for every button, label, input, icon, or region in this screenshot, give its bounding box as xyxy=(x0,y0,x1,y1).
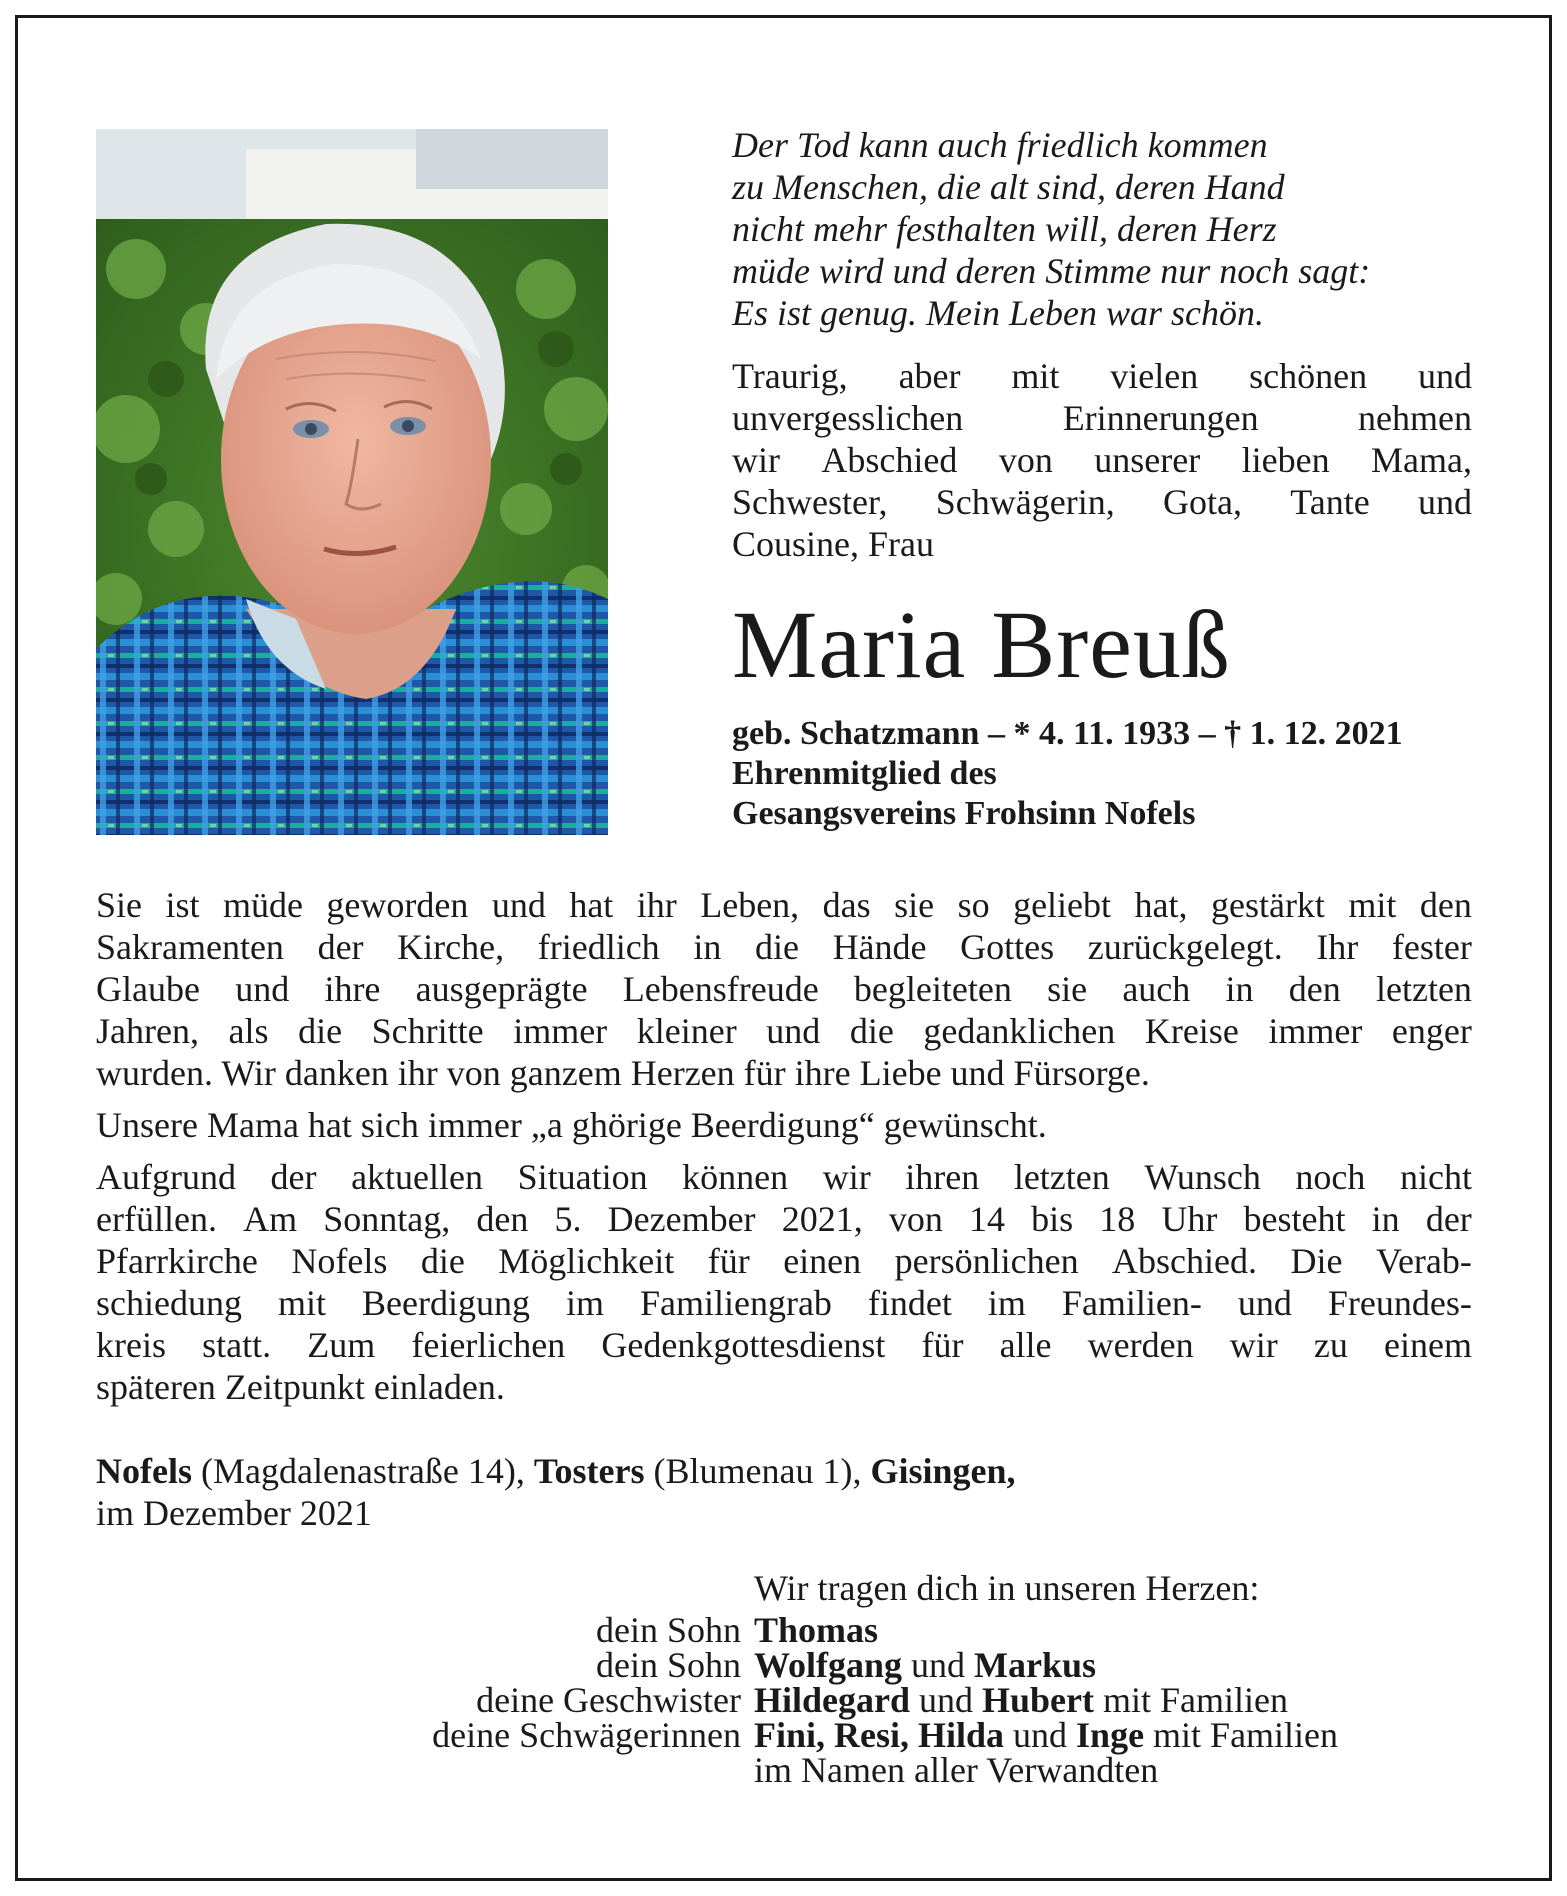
word: 18 xyxy=(1099,1199,1136,1239)
word: 5. xyxy=(554,1199,582,1239)
word: in xyxy=(1371,1199,1400,1239)
word: unserer xyxy=(1094,440,1201,480)
word: Traurig, xyxy=(732,356,848,396)
paragraph-3 xyxy=(96,1156,1472,1408)
body-line xyxy=(96,1010,1472,1052)
body-line xyxy=(96,1156,1472,1198)
word: Familien- xyxy=(1061,1283,1202,1323)
word: zurückgelegt. xyxy=(1087,927,1283,967)
poem-line: zu Menschen, die alt sind, deren Hand xyxy=(732,167,1285,207)
body-line xyxy=(96,1324,1472,1366)
word: als xyxy=(228,1011,269,1051)
word: immer xyxy=(1268,1011,1363,1051)
word: persönlichen xyxy=(894,1241,1079,1281)
word: Gota, xyxy=(1163,482,1242,522)
word: hat, xyxy=(1134,885,1188,925)
word: wir xyxy=(1229,1325,1278,1365)
word: vielen xyxy=(1110,356,1199,396)
body-text xyxy=(96,884,1472,1418)
word: den xyxy=(476,1199,529,1239)
word: letzten xyxy=(1375,969,1472,1009)
intro-text xyxy=(732,355,1472,565)
word: Kirche, xyxy=(397,927,505,967)
mourner-relation: dein Sohn xyxy=(595,1610,741,1650)
body-line xyxy=(96,884,1472,926)
address: (Blumenau 1), xyxy=(644,1451,871,1491)
word: friedlich xyxy=(537,927,660,967)
word: und xyxy=(1417,482,1472,522)
honor-line: Ehrenmitglied des xyxy=(732,755,997,792)
mourner-relation: deine Geschwister xyxy=(476,1680,741,1720)
paragraph-2 xyxy=(96,1104,1472,1146)
word: noch xyxy=(1295,1157,1366,1197)
word: Nofels xyxy=(291,1241,388,1281)
word: Situation xyxy=(517,1157,648,1197)
intro-line: Cousine, Frau xyxy=(732,524,934,564)
mourner-relation: dein Sohn xyxy=(595,1645,741,1685)
word: Gedenkgottesdienst xyxy=(601,1325,886,1365)
body-line: wurden. Wir danken ihr von ganzem Herzen für ihre Liebe und Fürsorge. xyxy=(96,1053,1150,1093)
word: gedanklichen xyxy=(923,1011,1116,1051)
word: ihren xyxy=(905,1157,980,1197)
word: Zum xyxy=(307,1325,376,1365)
word: Aufgrund xyxy=(96,1157,236,1197)
word: Schritte xyxy=(371,1011,484,1051)
word: und xyxy=(235,969,290,1009)
word: die xyxy=(420,1241,465,1281)
word: schiedung xyxy=(96,1283,242,1323)
word: Sakramenten xyxy=(96,927,284,967)
word: einem xyxy=(1383,1325,1472,1365)
word: der xyxy=(317,927,364,967)
poem-line: nicht mehr festhalten will, deren Herz xyxy=(732,209,1277,249)
word: nicht xyxy=(1399,1157,1472,1197)
word: aktuellen xyxy=(351,1157,484,1197)
word: für xyxy=(921,1325,964,1365)
word: Sie xyxy=(96,885,143,925)
word: schönen xyxy=(1249,356,1368,396)
mourner-row xyxy=(0,1749,1567,1791)
word: ihre xyxy=(324,969,381,1009)
word: letzten xyxy=(1013,1157,1110,1197)
word: müde xyxy=(222,885,303,925)
word: Uhr xyxy=(1161,1199,1218,1239)
mourner-names xyxy=(754,1749,1158,1791)
paragraph-1 xyxy=(96,884,1472,1094)
town: Gisingen, xyxy=(870,1451,1016,1491)
word: Verab- xyxy=(1375,1241,1472,1281)
word: Wunsch xyxy=(1144,1157,1261,1197)
word: Freundes- xyxy=(1327,1283,1472,1323)
word: werden xyxy=(1087,1325,1194,1365)
word: auch xyxy=(1122,969,1191,1009)
poem-line: Der Tod kann auch friedlich kommen xyxy=(732,125,1268,165)
word: unvergesslichen xyxy=(732,398,964,438)
mourner-name: Fini, Resi, Hilda xyxy=(754,1715,1005,1755)
place-and-date xyxy=(96,1450,1472,1534)
address: (Magdalenastraße 14), xyxy=(191,1451,534,1491)
mourner-connector: mit Familien xyxy=(1144,1715,1339,1755)
intro-line xyxy=(732,397,1472,439)
word: wir xyxy=(822,1157,871,1197)
honor-line: Gesangsvereins Frohsinn Nofels xyxy=(732,795,1196,832)
word: Kreise xyxy=(1144,1011,1239,1051)
word: sie xyxy=(894,885,935,925)
word: ist xyxy=(165,885,200,925)
word: von xyxy=(888,1199,943,1239)
word: nehmen xyxy=(1358,398,1472,438)
body-line: späteren Zeitpunkt einladen. xyxy=(96,1367,505,1407)
word: Am xyxy=(243,1199,298,1239)
body-line xyxy=(96,968,1472,1010)
word: Leben, xyxy=(700,885,800,925)
word: der xyxy=(1425,1199,1472,1239)
word: ausgeprägte xyxy=(415,969,588,1009)
word: hat xyxy=(569,885,614,925)
body-line xyxy=(96,1282,1472,1324)
word: Lebensfreude xyxy=(622,969,819,1009)
word: kreis xyxy=(96,1325,166,1365)
word: 2021, xyxy=(781,1199,863,1239)
word: mit xyxy=(277,1283,326,1323)
word: einen xyxy=(783,1241,862,1281)
intro-line xyxy=(732,481,1472,523)
mourner-connector: mit Familien xyxy=(1094,1680,1289,1720)
birth-death-dates: geb. Schatzmann – * 4. 11. 1933 – † 1. 12. 2021 xyxy=(732,715,1403,752)
mourner-connector: und xyxy=(902,1645,975,1685)
word: Familiengrab xyxy=(639,1283,832,1323)
word: Pfarrkirche xyxy=(96,1241,258,1281)
mourner-name: Hubert xyxy=(982,1680,1095,1720)
word: alle xyxy=(999,1325,1052,1365)
word: im xyxy=(987,1283,1026,1323)
word: Dezember xyxy=(607,1199,756,1239)
word: sie xyxy=(1047,969,1088,1009)
word: lieben xyxy=(1241,440,1330,480)
mourner-connector: und xyxy=(910,1680,983,1720)
word: Abschied. xyxy=(1112,1241,1258,1281)
intro-line xyxy=(732,355,1472,397)
word: in xyxy=(1225,969,1254,1009)
word: Tante xyxy=(1290,482,1370,522)
word: Gottes xyxy=(960,927,1055,967)
word: besteht xyxy=(1243,1199,1346,1239)
word: Hände xyxy=(832,927,927,967)
word: mit xyxy=(1011,356,1060,396)
word: das xyxy=(822,885,871,925)
word: für xyxy=(707,1241,750,1281)
word: ihr xyxy=(636,885,677,925)
word: gestärkt xyxy=(1210,885,1325,925)
bio-details xyxy=(732,714,1492,834)
date-line: im Dezember 2021 xyxy=(96,1493,372,1533)
mourner-name: Markus xyxy=(974,1645,1097,1685)
word: die xyxy=(298,1011,343,1051)
mourner-name: Hildegard xyxy=(754,1680,911,1720)
word: immer xyxy=(513,1011,608,1051)
word: 14 xyxy=(968,1199,1005,1239)
word: und xyxy=(1237,1283,1292,1323)
mourner-connector: und xyxy=(1004,1715,1077,1755)
word: die xyxy=(849,1011,894,1051)
word: findet xyxy=(867,1283,952,1323)
word: statt. xyxy=(202,1325,272,1365)
word: Abschied xyxy=(821,440,958,480)
word: von xyxy=(998,440,1053,480)
word: Möglichkeit xyxy=(498,1241,675,1281)
word: der xyxy=(270,1157,317,1197)
town: Tosters xyxy=(533,1451,645,1491)
word: fester xyxy=(1391,927,1472,967)
word: enger xyxy=(1391,1011,1472,1051)
word: und xyxy=(766,1011,821,1051)
word: Erinnerungen xyxy=(1062,398,1259,438)
word: Jahren, xyxy=(96,1011,199,1051)
deceased-name: Maria Breuß xyxy=(732,591,1231,698)
portrait-photo xyxy=(96,129,608,835)
body-line xyxy=(96,1198,1472,1240)
mourners-heading: Wir tragen dich in unseren Herzen: xyxy=(754,1568,1260,1608)
word: bis xyxy=(1031,1199,1074,1239)
body-line xyxy=(96,1240,1472,1282)
word: und xyxy=(491,885,546,925)
mourner-name: Inge xyxy=(1076,1715,1145,1755)
word: können xyxy=(682,1157,789,1197)
mourner-connector: im Namen aller Verwandten xyxy=(754,1750,1159,1790)
poem-line: müde wird und deren Stimme nur noch sagt: xyxy=(732,251,1371,291)
word: den xyxy=(1419,885,1472,925)
word: begleiteten xyxy=(853,969,1012,1009)
word: Sonntag, xyxy=(323,1199,451,1239)
word: die xyxy=(754,927,799,967)
word: Glaube xyxy=(96,969,200,1009)
word: zu xyxy=(1313,1325,1348,1365)
word: Schwägerin, xyxy=(935,482,1115,522)
word: den xyxy=(1288,969,1341,1009)
word: kleiner xyxy=(636,1011,737,1051)
word: Ihr xyxy=(1316,927,1359,967)
word: Die xyxy=(1290,1241,1343,1281)
word: Mama, xyxy=(1371,440,1472,480)
word: feierlichen xyxy=(411,1325,566,1365)
mourner-relation: deine Schwägerinnen xyxy=(432,1715,741,1755)
intro-line xyxy=(732,439,1472,481)
word: Beerdigung xyxy=(361,1283,530,1323)
word: wir xyxy=(732,440,780,480)
word: aber xyxy=(898,356,961,396)
word: im xyxy=(565,1283,604,1323)
mourner-name: Thomas xyxy=(754,1610,879,1650)
mourner-name: Wolfgang xyxy=(754,1645,903,1685)
word: geworden xyxy=(326,885,469,925)
poem-line: Es ist genug. Mein Leben war schön. xyxy=(732,293,1264,333)
word: in xyxy=(693,927,722,967)
word: Schwester, xyxy=(732,482,888,522)
word: und xyxy=(1417,356,1472,396)
word: mit xyxy=(1348,885,1397,925)
word: erfüllen. xyxy=(96,1199,217,1239)
poem xyxy=(732,124,1492,334)
body-line: Unsere Mama hat sich immer „a ghörige Beerdigung“ gewünscht. xyxy=(96,1105,1047,1145)
body-line xyxy=(96,926,1472,968)
word: geliebt xyxy=(1013,885,1112,925)
town: Nofels xyxy=(96,1451,192,1491)
word: so xyxy=(957,885,990,925)
